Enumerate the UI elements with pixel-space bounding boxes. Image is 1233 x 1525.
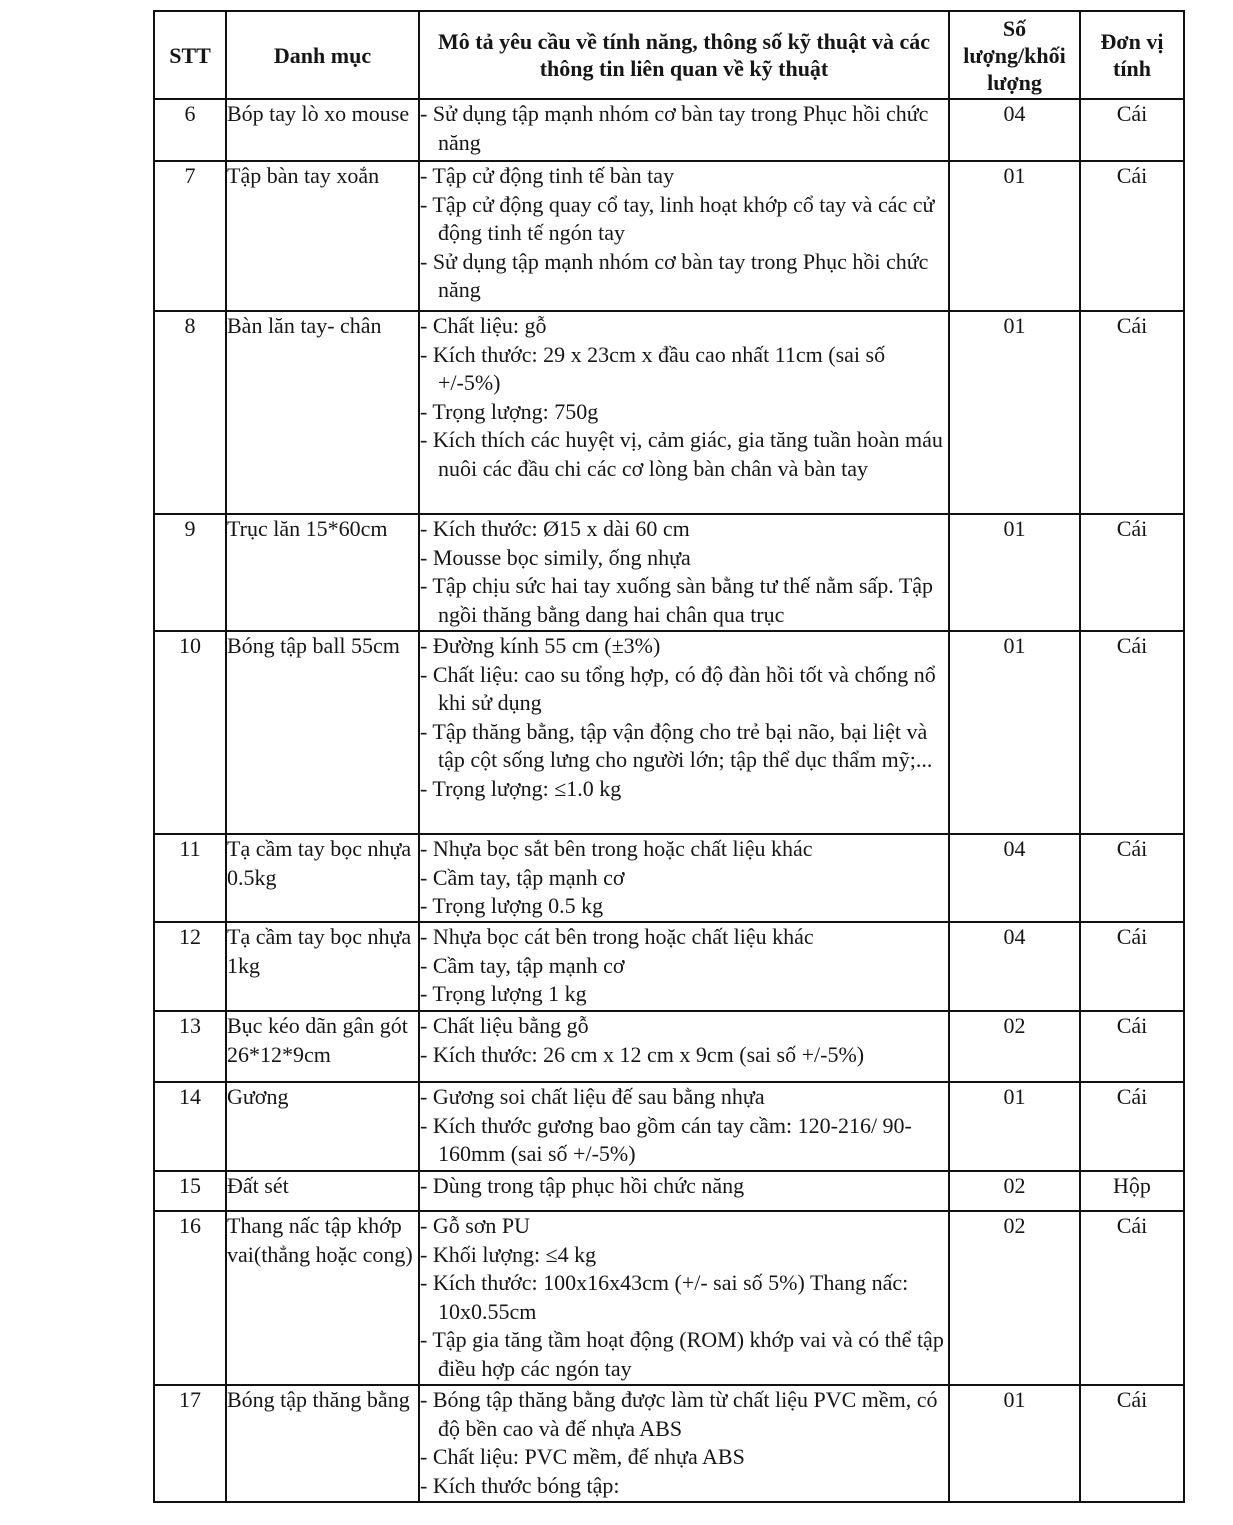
row-unit: Cái: [1080, 1011, 1184, 1082]
row-quantity: 02: [949, 1011, 1080, 1082]
row-stt: 15: [154, 1171, 226, 1211]
row-description: [419, 1011, 949, 1082]
table-row: [154, 311, 1184, 514]
row-category: Trục lăn 15*60cm: [226, 514, 419, 631]
table-row: [154, 1171, 1184, 1211]
row-quantity: 01: [949, 514, 1080, 631]
row-quantity: 02: [949, 1171, 1080, 1211]
row-category: Bàn lăn tay- chân: [226, 311, 419, 514]
row-unit: Cái: [1080, 1211, 1184, 1385]
description-line: - Sử dụng tập mạnh nhóm cơ bàn tay trong Phục hồi chức năng: [420, 248, 929, 302]
description-line: - Tập cử động quay cổ tay, linh hoạt khớp cổ tay và các cử động tinh tế ngón tay: [420, 191, 935, 245]
row-category: Gương: [226, 1082, 419, 1171]
row-quantity: 04: [949, 99, 1080, 161]
table-row: [154, 514, 1184, 631]
description-line: - Tập thăng bằng, tập vận động cho trẻ bại não, bại liệt và tập cột sống lưng cho người lớn; tập thể dục thẩm mỹ;...: [420, 718, 933, 772]
row-unit: Cái: [1080, 311, 1184, 514]
row-category: Bục kéo dãn gân gót 26*12*9cm: [226, 1011, 419, 1082]
description-line: - Đường kính 55 cm (±3%): [420, 633, 661, 658]
row-category: Bóng tập thăng bằng: [226, 1385, 419, 1502]
row-stt: 13: [154, 1011, 226, 1082]
row-quantity: 02: [949, 1211, 1080, 1385]
header-row: [154, 11, 1184, 99]
description-line: - Khối lượng: ≤4 kg: [420, 1241, 597, 1267]
header-stt: STT: [154, 11, 226, 99]
row-stt: 7: [154, 161, 226, 311]
row-description: [419, 1211, 949, 1385]
description-line: - Chất liệu: gỗ: [420, 313, 547, 338]
row-quantity: 04: [949, 834, 1080, 922]
table-row: [154, 922, 1184, 1011]
row-stt: 6: [154, 99, 226, 161]
row-quantity: 01: [949, 1082, 1080, 1171]
row-category: Tạ cầm tay bọc nhựa 1kg: [226, 922, 419, 1011]
row-stt: 16: [154, 1211, 226, 1385]
description-line: - Bóng tập thăng bằng được làm từ chất liệu PVC mềm, có độ bền cao và đế nhựa ABS: [420, 1387, 938, 1441]
row-quantity: 04: [949, 922, 1080, 1011]
description-line: - Kích thước bóng tập:: [420, 1472, 620, 1498]
table-row: [154, 99, 1184, 161]
row-stt: 8: [154, 311, 226, 514]
table-row: [154, 161, 1184, 311]
row-unit: Cái: [1080, 161, 1184, 311]
row-unit: Cái: [1080, 99, 1184, 161]
row-description: [419, 834, 949, 922]
row-unit: Cái: [1080, 514, 1184, 631]
row-category: Bóng tập ball 55cm: [226, 631, 419, 834]
row-quantity: 01: [949, 631, 1080, 834]
row-stt: 12: [154, 922, 226, 1011]
row-description: [419, 631, 949, 834]
description-line: - Cầm tay, tập mạnh cơ: [420, 864, 625, 890]
header-category: Danh mục: [226, 11, 419, 99]
row-unit: Hộp: [1080, 1171, 1184, 1211]
description-line: - Gương soi chất liệu đế sau bằng nhựa: [420, 1084, 765, 1109]
description-line: - Chất liệu: cao su tổng hợp, có độ đàn hồi tốt và chống nổ khi sử dụng: [420, 661, 936, 715]
description-line: - Nhựa bọc cát bên trong hoặc chất liệu khác: [420, 924, 814, 949]
table-row: [154, 834, 1184, 922]
table-row: [154, 1211, 1184, 1385]
description-line: - Gỗ sơn PU: [420, 1213, 531, 1238]
description-line: - Trọng lượng 0.5 kg: [420, 893, 604, 918]
equipment-spec-table: [153, 10, 1185, 1503]
row-description: [419, 1082, 949, 1171]
row-category: Đất sét: [226, 1171, 419, 1211]
table-row: [154, 1082, 1184, 1171]
description-line: - Kích thước: 26 cm x 12 cm x 9cm (sai số +/-5%): [420, 1041, 865, 1067]
header-unit: Đơn vị tính: [1080, 11, 1184, 99]
description-line: - Kích thước gương bao gồm cán tay cầm: 120-216/ 90-160mm (sai số +/-5%): [420, 1112, 912, 1166]
row-description: [419, 99, 949, 161]
description-line: - Tập cử động tinh tế bàn tay: [420, 163, 675, 188]
row-category: Tạ cầm tay bọc nhựa 0.5kg: [226, 834, 419, 922]
row-category: Thang nấc tập khớp vai(thẳng hoặc cong): [226, 1211, 419, 1385]
row-description: [419, 1171, 949, 1211]
row-unit: Cái: [1080, 834, 1184, 922]
row-quantity: 01: [949, 311, 1080, 514]
header-quantity: Số lượng/khối lượng: [949, 11, 1080, 99]
description-line: - Tập gia tăng tầm hoạt động (ROM) khớp vai và có thể tập điều hợp các ngón tay: [420, 1327, 944, 1381]
table-row: [154, 1011, 1184, 1082]
row-category: Tập bàn tay xoắn: [226, 161, 419, 311]
description-line: - Kích thước: 29 x 23cm x đầu cao nhất 11cm (sai số +/-5%): [420, 341, 886, 395]
row-description: [419, 1385, 949, 1502]
row-description: [419, 514, 949, 631]
row-category: Bóp tay lò xo mouse: [226, 99, 419, 161]
row-stt: 11: [154, 834, 226, 922]
row-description: [419, 922, 949, 1011]
description-line: - Mousse bọc simily, ống nhựa: [420, 544, 691, 570]
row-stt: 9: [154, 514, 226, 631]
row-unit: Cái: [1080, 1385, 1184, 1502]
description-line: - Trọng lượng: ≤1.0 kg: [420, 775, 622, 801]
description-line: - Trọng lượng 1 kg: [420, 981, 587, 1006]
row-stt: 17: [154, 1385, 226, 1502]
table-row: [154, 631, 1184, 834]
row-unit: Cái: [1080, 1082, 1184, 1171]
row-description: [419, 161, 949, 311]
description-line: - Tập chịu sức hai tay xuống sàn bằng tư thế nằm sấp. Tập ngồi thăng bằng dang hai chân qua trục: [420, 573, 934, 627]
description-line: - Cầm tay, tập mạnh cơ: [420, 952, 625, 978]
description-line: - Chất liệu bằng gỗ: [420, 1013, 589, 1038]
table-row: [154, 1385, 1184, 1502]
description-line: - Kích thước: Ø15 x dài 60 cm: [420, 516, 690, 541]
header-description: Mô tả yêu cầu về tính năng, thông số kỹ thuật và các thông tin liên quan về kỹ thuật: [419, 11, 949, 99]
row-unit: Cái: [1080, 631, 1184, 834]
table-body: [154, 99, 1184, 1502]
row-quantity: 01: [949, 161, 1080, 311]
description-line: - Kích thích các huyệt vị, cảm giác, gia tăng tuần hoàn máu nuôi các đầu chi các cơ lòng bàn chân và bàn tay: [420, 427, 943, 481]
row-description: [419, 311, 949, 514]
description-line: - Dùng trong tập phục hồi chức năng: [420, 1173, 745, 1198]
row-stt: 10: [154, 631, 226, 834]
description-line: - Sử dụng tập mạnh nhóm cơ bàn tay trong Phục hồi chức năng: [420, 101, 929, 155]
description-line: - Nhựa bọc sắt bên trong hoặc chất liệu khác: [420, 836, 813, 861]
description-line: - Trọng lượng: 750g: [420, 398, 599, 424]
row-stt: 14: [154, 1082, 226, 1171]
description-line: - Chất liệu: PVC mềm, đế nhựa ABS: [420, 1444, 745, 1469]
row-quantity: 01: [949, 1385, 1080, 1502]
row-unit: Cái: [1080, 922, 1184, 1011]
description-line: - Kích thước: 100x16x43cm (+/- sai số 5%) Thang nấc: 10x0.55cm: [420, 1270, 909, 1324]
